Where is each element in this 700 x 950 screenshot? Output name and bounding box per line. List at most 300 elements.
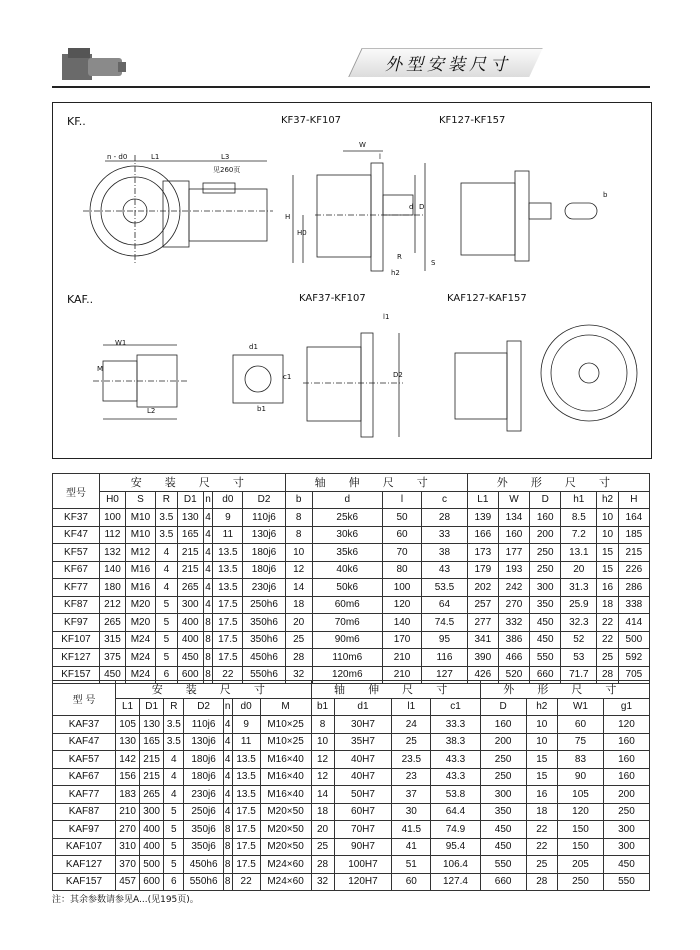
kf-value-cell: 450 bbox=[100, 666, 126, 684]
kf-model-cell: KF47 bbox=[53, 526, 100, 544]
kf-side-view bbox=[83, 155, 273, 263]
kaf-table-row bbox=[53, 803, 650, 821]
kf-value-cell: 5 bbox=[155, 596, 177, 614]
kaf-value-cell: 210 bbox=[116, 803, 140, 821]
kaf-value-cell: 3.5 bbox=[164, 733, 184, 751]
kf-value-cell: 265 bbox=[100, 614, 126, 632]
kf-value-cell: 230j6 bbox=[243, 579, 285, 597]
kf-value-cell: 4 bbox=[203, 544, 213, 562]
kf-table-row bbox=[53, 649, 650, 667]
kaf-value-cell: 5 bbox=[164, 821, 184, 839]
dim-D: D bbox=[419, 203, 425, 211]
kaf-value-cell: 90H7 bbox=[334, 838, 392, 856]
kaf-value-cell: 4 bbox=[223, 751, 232, 769]
kf-value-cell: 140 bbox=[100, 561, 126, 579]
kaf-value-cell: 5 bbox=[164, 803, 184, 821]
kaf-value-cell: 25 bbox=[526, 856, 557, 874]
kaf-value-cell: 400 bbox=[140, 838, 164, 856]
kaf-value-cell: 8 bbox=[223, 873, 232, 891]
kaf-value-cell: 25 bbox=[392, 733, 431, 751]
kaf-value-cell: M24×60 bbox=[260, 856, 311, 874]
kf-value-cell: 116 bbox=[422, 649, 468, 667]
kaf-value-cell: 250 bbox=[480, 768, 526, 786]
kaf-value-cell: 64.4 bbox=[431, 803, 480, 821]
kf-value-cell: 4 bbox=[203, 526, 213, 544]
kf-value-cell: 5 bbox=[155, 614, 177, 632]
kaf-value-cell: 600 bbox=[140, 873, 164, 891]
kf-model-cell: KF157 bbox=[53, 666, 100, 684]
kf-value-cell: 25k6 bbox=[312, 509, 382, 527]
kf-value-cell: 100 bbox=[382, 579, 421, 597]
kf-value-cell: 95 bbox=[422, 631, 468, 649]
kaf-value-cell: 28 bbox=[311, 856, 334, 874]
dimension-drawings bbox=[53, 103, 651, 458]
kaf-value-cell: 200 bbox=[603, 786, 649, 804]
kaf-value-cell: 22 bbox=[232, 873, 260, 891]
kaf-value-cell: 4 bbox=[223, 716, 232, 734]
kf-value-cell: 16 bbox=[597, 579, 618, 597]
kf-value-cell: 50 bbox=[382, 509, 421, 527]
kf-value-cell: 13.1 bbox=[561, 544, 597, 562]
kaf-value-cell: 250j6 bbox=[184, 803, 223, 821]
kaf-col-header: W1 bbox=[558, 698, 604, 716]
kaf-value-cell: 160 bbox=[603, 751, 649, 769]
kf-value-cell: 9 bbox=[213, 509, 243, 527]
kaf-value-cell: 4 bbox=[223, 768, 232, 786]
kf-value-cell: M10 bbox=[125, 526, 155, 544]
kaf-model-cell: KAF87 bbox=[53, 803, 116, 821]
kf-value-cell: M20 bbox=[125, 614, 155, 632]
kaf-value-cell: 95.4 bbox=[431, 838, 480, 856]
kaf-value-cell: 13.5 bbox=[232, 768, 260, 786]
kaf-value-cell: 250 bbox=[603, 803, 649, 821]
kf-value-cell: 212 bbox=[100, 596, 126, 614]
kf-value-cell: M12 bbox=[125, 544, 155, 562]
kaf-value-cell: 5 bbox=[164, 838, 184, 856]
kf-table-row bbox=[53, 561, 650, 579]
kaf-col-header: g1 bbox=[603, 698, 649, 716]
kf-value-cell: 210 bbox=[382, 666, 421, 684]
kf-value-cell: 180 bbox=[100, 579, 126, 597]
kaf-value-cell: 105 bbox=[116, 716, 140, 734]
kaf-model-cell: KAF107 bbox=[53, 838, 116, 856]
kaf-value-cell: 11 bbox=[232, 733, 260, 751]
kaf-range-label: KAF37-KF107 bbox=[299, 293, 366, 304]
kf-value-cell: 31.3 bbox=[561, 579, 597, 597]
kf-col-header: b bbox=[285, 491, 312, 509]
kaf-value-cell: 13.5 bbox=[232, 786, 260, 804]
kf-col-header: D bbox=[530, 491, 561, 509]
kf-value-cell: 450h6 bbox=[243, 649, 285, 667]
kaf-column-header-row bbox=[53, 698, 650, 716]
kaf-value-cell: 10 bbox=[311, 733, 334, 751]
kf-table-row bbox=[53, 544, 650, 562]
kaf-value-cell: 15 bbox=[526, 768, 557, 786]
kaf-table-row bbox=[53, 838, 650, 856]
kaf-value-cell: 142 bbox=[116, 751, 140, 769]
kf-value-cell: 265 bbox=[177, 579, 203, 597]
kf-value-cell: 5 bbox=[155, 649, 177, 667]
kf-table-row bbox=[53, 509, 650, 527]
kaf-value-cell: 4 bbox=[164, 751, 184, 769]
kf127-front-view bbox=[461, 171, 597, 261]
kaf-value-cell: 160 bbox=[603, 768, 649, 786]
kaf-value-cell: 28 bbox=[526, 873, 557, 891]
kf-table-row bbox=[53, 579, 650, 597]
kf-shaft-header: 轴 伸 尺 寸 bbox=[285, 474, 467, 492]
kf-model-cell: KF67 bbox=[53, 561, 100, 579]
kf-value-cell: 120m6 bbox=[312, 666, 382, 684]
kf-outline-header: 外 形 尺 寸 bbox=[467, 474, 649, 492]
kf-value-cell: 4 bbox=[203, 579, 213, 597]
kaf-value-cell: 60 bbox=[558, 716, 604, 734]
kaf-table-row bbox=[53, 856, 650, 874]
kaf-value-cell: 180j6 bbox=[184, 768, 223, 786]
kaf-value-cell: 205 bbox=[558, 856, 604, 874]
kf-value-cell: 520 bbox=[498, 666, 529, 684]
kf-value-cell: 8 bbox=[285, 509, 312, 527]
kf-col-header: D1 bbox=[177, 491, 203, 509]
kf-value-cell: 25 bbox=[285, 631, 312, 649]
kaf-value-cell: 22 bbox=[526, 821, 557, 839]
kaf-value-cell: 160 bbox=[603, 733, 649, 751]
kf-value-cell: 386 bbox=[498, 631, 529, 649]
kf-value-cell: 90m6 bbox=[312, 631, 382, 649]
kaf-model-header: 型 号 bbox=[53, 681, 116, 716]
kaf-col-header: L1 bbox=[116, 698, 140, 716]
kaf-group-header-row bbox=[53, 681, 650, 699]
kaf-value-cell: 14 bbox=[311, 786, 334, 804]
kf-value-cell: 32.3 bbox=[561, 614, 597, 632]
dim-R: R bbox=[397, 253, 402, 261]
kf-value-cell: 450 bbox=[530, 631, 561, 649]
kf-model-cell: KF37 bbox=[53, 509, 100, 527]
kaf-value-cell: 4 bbox=[223, 786, 232, 804]
kf-value-cell: 350 bbox=[530, 596, 561, 614]
kaf-value-cell: M20×50 bbox=[260, 821, 311, 839]
kf-value-cell: 170 bbox=[382, 631, 421, 649]
kf-value-cell: 338 bbox=[618, 596, 649, 614]
kf-value-cell: 300 bbox=[530, 579, 561, 597]
kf-value-cell: 4 bbox=[203, 561, 213, 579]
dimension-drawing-frame bbox=[52, 102, 652, 459]
kaf-value-cell: 8 bbox=[223, 856, 232, 874]
kf-value-cell: 270 bbox=[498, 596, 529, 614]
kaf-value-cell: M20×50 bbox=[260, 838, 311, 856]
kaf-value-cell: 120 bbox=[558, 803, 604, 821]
page-title: 外型安装尺寸 bbox=[385, 55, 511, 75]
kaf-value-cell: 550 bbox=[480, 856, 526, 874]
kaf-value-cell: 4 bbox=[223, 803, 232, 821]
kf-value-cell: 8 bbox=[203, 649, 213, 667]
kaf-value-cell: M24×60 bbox=[260, 873, 311, 891]
kaf-value-cell: 250 bbox=[558, 873, 604, 891]
kf-value-cell: 80 bbox=[382, 561, 421, 579]
kaf-value-cell: 25 bbox=[311, 838, 334, 856]
kf-value-cell: 112 bbox=[100, 526, 126, 544]
kf-value-cell: 6 bbox=[155, 666, 177, 684]
kaf-value-cell: 75 bbox=[558, 733, 604, 751]
kf-value-cell: 11 bbox=[213, 526, 243, 544]
kaf-value-cell: 500 bbox=[140, 856, 164, 874]
kaf-table-body bbox=[53, 716, 650, 891]
kaf-value-cell: 37 bbox=[392, 786, 431, 804]
kf-value-cell: 550 bbox=[530, 649, 561, 667]
kaf-value-cell: 6 bbox=[164, 873, 184, 891]
kaf127-views bbox=[455, 325, 637, 431]
kaf-col-header: R bbox=[164, 698, 184, 716]
kf-col-header: l bbox=[382, 491, 421, 509]
kf-value-cell: 215 bbox=[177, 544, 203, 562]
kaf-value-cell: 370 bbox=[116, 856, 140, 874]
dim-c1: c1 bbox=[283, 373, 292, 381]
kaf-value-cell: 215 bbox=[140, 768, 164, 786]
kaf-value-cell: 20 bbox=[311, 821, 334, 839]
kaf-value-cell: 160 bbox=[480, 716, 526, 734]
kf-value-cell: 226 bbox=[618, 561, 649, 579]
kaf-col-header: b1 bbox=[311, 698, 334, 716]
kaf-value-cell: 17.5 bbox=[232, 856, 260, 874]
kf-value-cell: 130j6 bbox=[243, 526, 285, 544]
kf-value-cell: M24 bbox=[125, 666, 155, 684]
kaf-value-cell: 18 bbox=[526, 803, 557, 821]
kf127-range-label: KF127-KF157 bbox=[439, 115, 506, 126]
kaf-outline-header: 外 形 尺 寸 bbox=[480, 681, 649, 699]
kf-value-cell: 28 bbox=[285, 649, 312, 667]
kaf-value-cell: 10 bbox=[526, 716, 557, 734]
dim-b1: b1 bbox=[257, 405, 266, 413]
kf-value-cell: 132 bbox=[100, 544, 126, 562]
kf-value-cell: 185 bbox=[618, 526, 649, 544]
kf-value-cell: 8 bbox=[203, 614, 213, 632]
kf-value-cell: 160 bbox=[498, 526, 529, 544]
kaf-value-cell: 110j6 bbox=[184, 716, 223, 734]
kf-front-view bbox=[293, 151, 425, 271]
kf-value-cell: 33 bbox=[422, 526, 468, 544]
kaf-col-header: h2 bbox=[526, 698, 557, 716]
kaf-col-header: D1 bbox=[140, 698, 164, 716]
kaf-shaft-header: 轴 伸 尺 寸 bbox=[311, 681, 480, 699]
kf-value-cell: 466 bbox=[498, 649, 529, 667]
kf-col-header: R bbox=[155, 491, 177, 509]
kf-value-cell: 71.7 bbox=[561, 666, 597, 684]
kaf-value-cell: 5 bbox=[164, 856, 184, 874]
dim-l: l bbox=[379, 153, 381, 161]
dim-D2: D2 bbox=[393, 371, 403, 379]
kaf-value-cell: 30H7 bbox=[334, 716, 392, 734]
kaf-value-cell: 180j6 bbox=[184, 751, 223, 769]
dim-w1: W1 bbox=[115, 339, 127, 347]
dim-h0: H0 bbox=[297, 229, 307, 237]
page-header bbox=[0, 0, 700, 92]
kf-value-cell: 10 bbox=[285, 544, 312, 562]
kaf-value-cell: 450 bbox=[480, 821, 526, 839]
kf-value-cell: 13.5 bbox=[213, 561, 243, 579]
kf-value-cell: 210 bbox=[382, 649, 421, 667]
kaf-value-cell: 15 bbox=[526, 751, 557, 769]
kaf-col-header: c1 bbox=[431, 698, 480, 716]
kaf-value-cell: 4 bbox=[164, 786, 184, 804]
kaf-value-cell: 450 bbox=[480, 838, 526, 856]
kf-value-cell: 17.5 bbox=[213, 614, 243, 632]
kf-value-cell: 350h6 bbox=[243, 614, 285, 632]
kf-value-cell: 10 bbox=[597, 526, 618, 544]
kaf-value-cell: 13.5 bbox=[232, 751, 260, 769]
kaf-model-cell: KAF67 bbox=[53, 768, 116, 786]
kaf-value-cell: 450 bbox=[603, 856, 649, 874]
kaf-model-cell: KAF157 bbox=[53, 873, 116, 891]
kf-value-cell: 705 bbox=[618, 666, 649, 684]
kaf-value-cell: M10×25 bbox=[260, 733, 311, 751]
kf-value-cell: 341 bbox=[467, 631, 498, 649]
kf-value-cell: 350h6 bbox=[243, 631, 285, 649]
kaf-value-cell: 165 bbox=[140, 733, 164, 751]
kaf-table-row bbox=[53, 733, 650, 751]
kf-prefix-label: KF.. bbox=[67, 115, 86, 128]
kaf-value-cell: 17.5 bbox=[232, 838, 260, 856]
kaf-value-cell: M16×40 bbox=[260, 751, 311, 769]
kf-value-cell: 14 bbox=[285, 579, 312, 597]
kf-value-cell: 74.5 bbox=[422, 614, 468, 632]
kf-value-cell: 450 bbox=[530, 614, 561, 632]
kaf-model-cell: KAF127 bbox=[53, 856, 116, 874]
kaf-value-cell: 150 bbox=[558, 821, 604, 839]
kaf-table-row bbox=[53, 786, 650, 804]
kf-value-cell: 40k6 bbox=[312, 561, 382, 579]
kaf-value-cell: 300 bbox=[603, 821, 649, 839]
dim-h2: h2 bbox=[391, 269, 400, 277]
kaf-value-cell: 200 bbox=[480, 733, 526, 751]
kf-value-cell: 202 bbox=[467, 579, 498, 597]
kf-value-cell: 17.5 bbox=[213, 649, 243, 667]
kaf-value-cell: 105 bbox=[558, 786, 604, 804]
kf-value-cell: 7.2 bbox=[561, 526, 597, 544]
dim-h: H bbox=[285, 213, 291, 221]
kaf-value-cell: 12 bbox=[311, 768, 334, 786]
kf-value-cell: 277 bbox=[467, 614, 498, 632]
kaf-value-cell: 33.3 bbox=[431, 716, 480, 734]
kaf-value-cell: 150 bbox=[558, 838, 604, 856]
kf-value-cell: 28 bbox=[422, 509, 468, 527]
kf-value-cell: M24 bbox=[125, 631, 155, 649]
kf-value-cell: 215 bbox=[618, 544, 649, 562]
kf-value-cell: 450 bbox=[177, 649, 203, 667]
kf-value-cell: 139 bbox=[467, 509, 498, 527]
kaf-table-row bbox=[53, 768, 650, 786]
kaf-value-cell: 300 bbox=[480, 786, 526, 804]
kaf-value-cell: 215 bbox=[140, 751, 164, 769]
kf-value-cell: 120 bbox=[382, 596, 421, 614]
kf-value-cell: 100 bbox=[100, 509, 126, 527]
dim-w: W bbox=[359, 141, 366, 149]
kf-value-cell: 18 bbox=[597, 596, 618, 614]
kf-col-header: d bbox=[312, 491, 382, 509]
kf-value-cell: 4 bbox=[155, 561, 177, 579]
kaf-install-header: 安 装 尺 寸 bbox=[116, 681, 312, 699]
kaf-value-cell: 24 bbox=[392, 716, 431, 734]
kf-value-cell: 315 bbox=[100, 631, 126, 649]
kaf-value-cell: 4 bbox=[223, 733, 232, 751]
kaf-value-cell: 127.4 bbox=[431, 873, 480, 891]
kf-col-header: D2 bbox=[243, 491, 285, 509]
kaf-value-cell: 22 bbox=[526, 838, 557, 856]
footnote: 注：其余参数请参见A...(见195页)。 bbox=[52, 895, 199, 905]
kf-value-cell: 550h6 bbox=[243, 666, 285, 684]
kaf-value-cell: 300 bbox=[140, 803, 164, 821]
dim-d: d bbox=[409, 203, 414, 211]
kf-value-cell: 250 bbox=[530, 561, 561, 579]
kaf-value-cell: 60H7 bbox=[334, 803, 392, 821]
kaf-dimension-table bbox=[52, 680, 650, 891]
kf-value-cell: 8 bbox=[285, 526, 312, 544]
kf-value-cell: 64 bbox=[422, 596, 468, 614]
kf-value-cell: 8.5 bbox=[561, 509, 597, 527]
kaf-value-cell: 40H7 bbox=[334, 768, 392, 786]
kf-value-cell: 18 bbox=[285, 596, 312, 614]
kaf-value-cell: 250 bbox=[480, 751, 526, 769]
kf-value-cell: 53 bbox=[561, 649, 597, 667]
kaf-value-cell: 550h6 bbox=[184, 873, 223, 891]
kf-value-cell: 22 bbox=[597, 614, 618, 632]
kaf-value-cell: 550 bbox=[603, 873, 649, 891]
kaf-value-cell: 156 bbox=[116, 768, 140, 786]
kf-value-cell: 179 bbox=[467, 561, 498, 579]
kaf-value-cell: 30 bbox=[392, 803, 431, 821]
kf-model-cell: KF97 bbox=[53, 614, 100, 632]
kaf-value-cell: 53.8 bbox=[431, 786, 480, 804]
kf-model-header: 型号 bbox=[53, 474, 100, 509]
kaf-value-cell: 300 bbox=[603, 838, 649, 856]
kf-model-cell: KF87 bbox=[53, 596, 100, 614]
kaf-value-cell: 106.4 bbox=[431, 856, 480, 874]
kf-value-cell: 500 bbox=[618, 631, 649, 649]
kf-value-cell: 12 bbox=[285, 561, 312, 579]
kaf-value-cell: 43.3 bbox=[431, 768, 480, 786]
kf-value-cell: 592 bbox=[618, 649, 649, 667]
kf-value-cell: M10 bbox=[125, 509, 155, 527]
kf-column-header-row bbox=[53, 491, 650, 509]
kaf-value-cell: 265 bbox=[140, 786, 164, 804]
kf-value-cell: 165 bbox=[177, 526, 203, 544]
kf-value-cell: 22 bbox=[597, 631, 618, 649]
kaf-value-cell: 60 bbox=[392, 873, 431, 891]
kf-value-cell: 15 bbox=[597, 561, 618, 579]
dim-S: S bbox=[431, 259, 436, 267]
kaf-value-cell: 40H7 bbox=[334, 751, 392, 769]
kf-table-row bbox=[53, 614, 650, 632]
kaf-col-header: M bbox=[260, 698, 311, 716]
kf-col-header: L1 bbox=[467, 491, 498, 509]
dim-see-page: 见260页 bbox=[213, 166, 241, 174]
dim-l2: L2 bbox=[147, 407, 156, 415]
kaf-value-cell: 23.5 bbox=[392, 751, 431, 769]
kf-value-cell: 286 bbox=[618, 579, 649, 597]
kf-col-header: S bbox=[125, 491, 155, 509]
kaf-value-cell: 100H7 bbox=[334, 856, 392, 874]
kf-value-cell: 38 bbox=[422, 544, 468, 562]
kf-value-cell: 50k6 bbox=[312, 579, 382, 597]
kf-value-cell: 180j6 bbox=[243, 544, 285, 562]
kaf-value-cell: 350 bbox=[480, 803, 526, 821]
kaf-value-cell: 400 bbox=[140, 821, 164, 839]
kaf-value-cell: 350j6 bbox=[184, 838, 223, 856]
kaf-value-cell: 51 bbox=[392, 856, 431, 874]
kf-value-cell: M20 bbox=[125, 596, 155, 614]
kf-value-cell: 193 bbox=[498, 561, 529, 579]
kaf-col-header: D bbox=[480, 698, 526, 716]
kf-value-cell: 400 bbox=[177, 614, 203, 632]
kaf-model-cell: KAF57 bbox=[53, 751, 116, 769]
